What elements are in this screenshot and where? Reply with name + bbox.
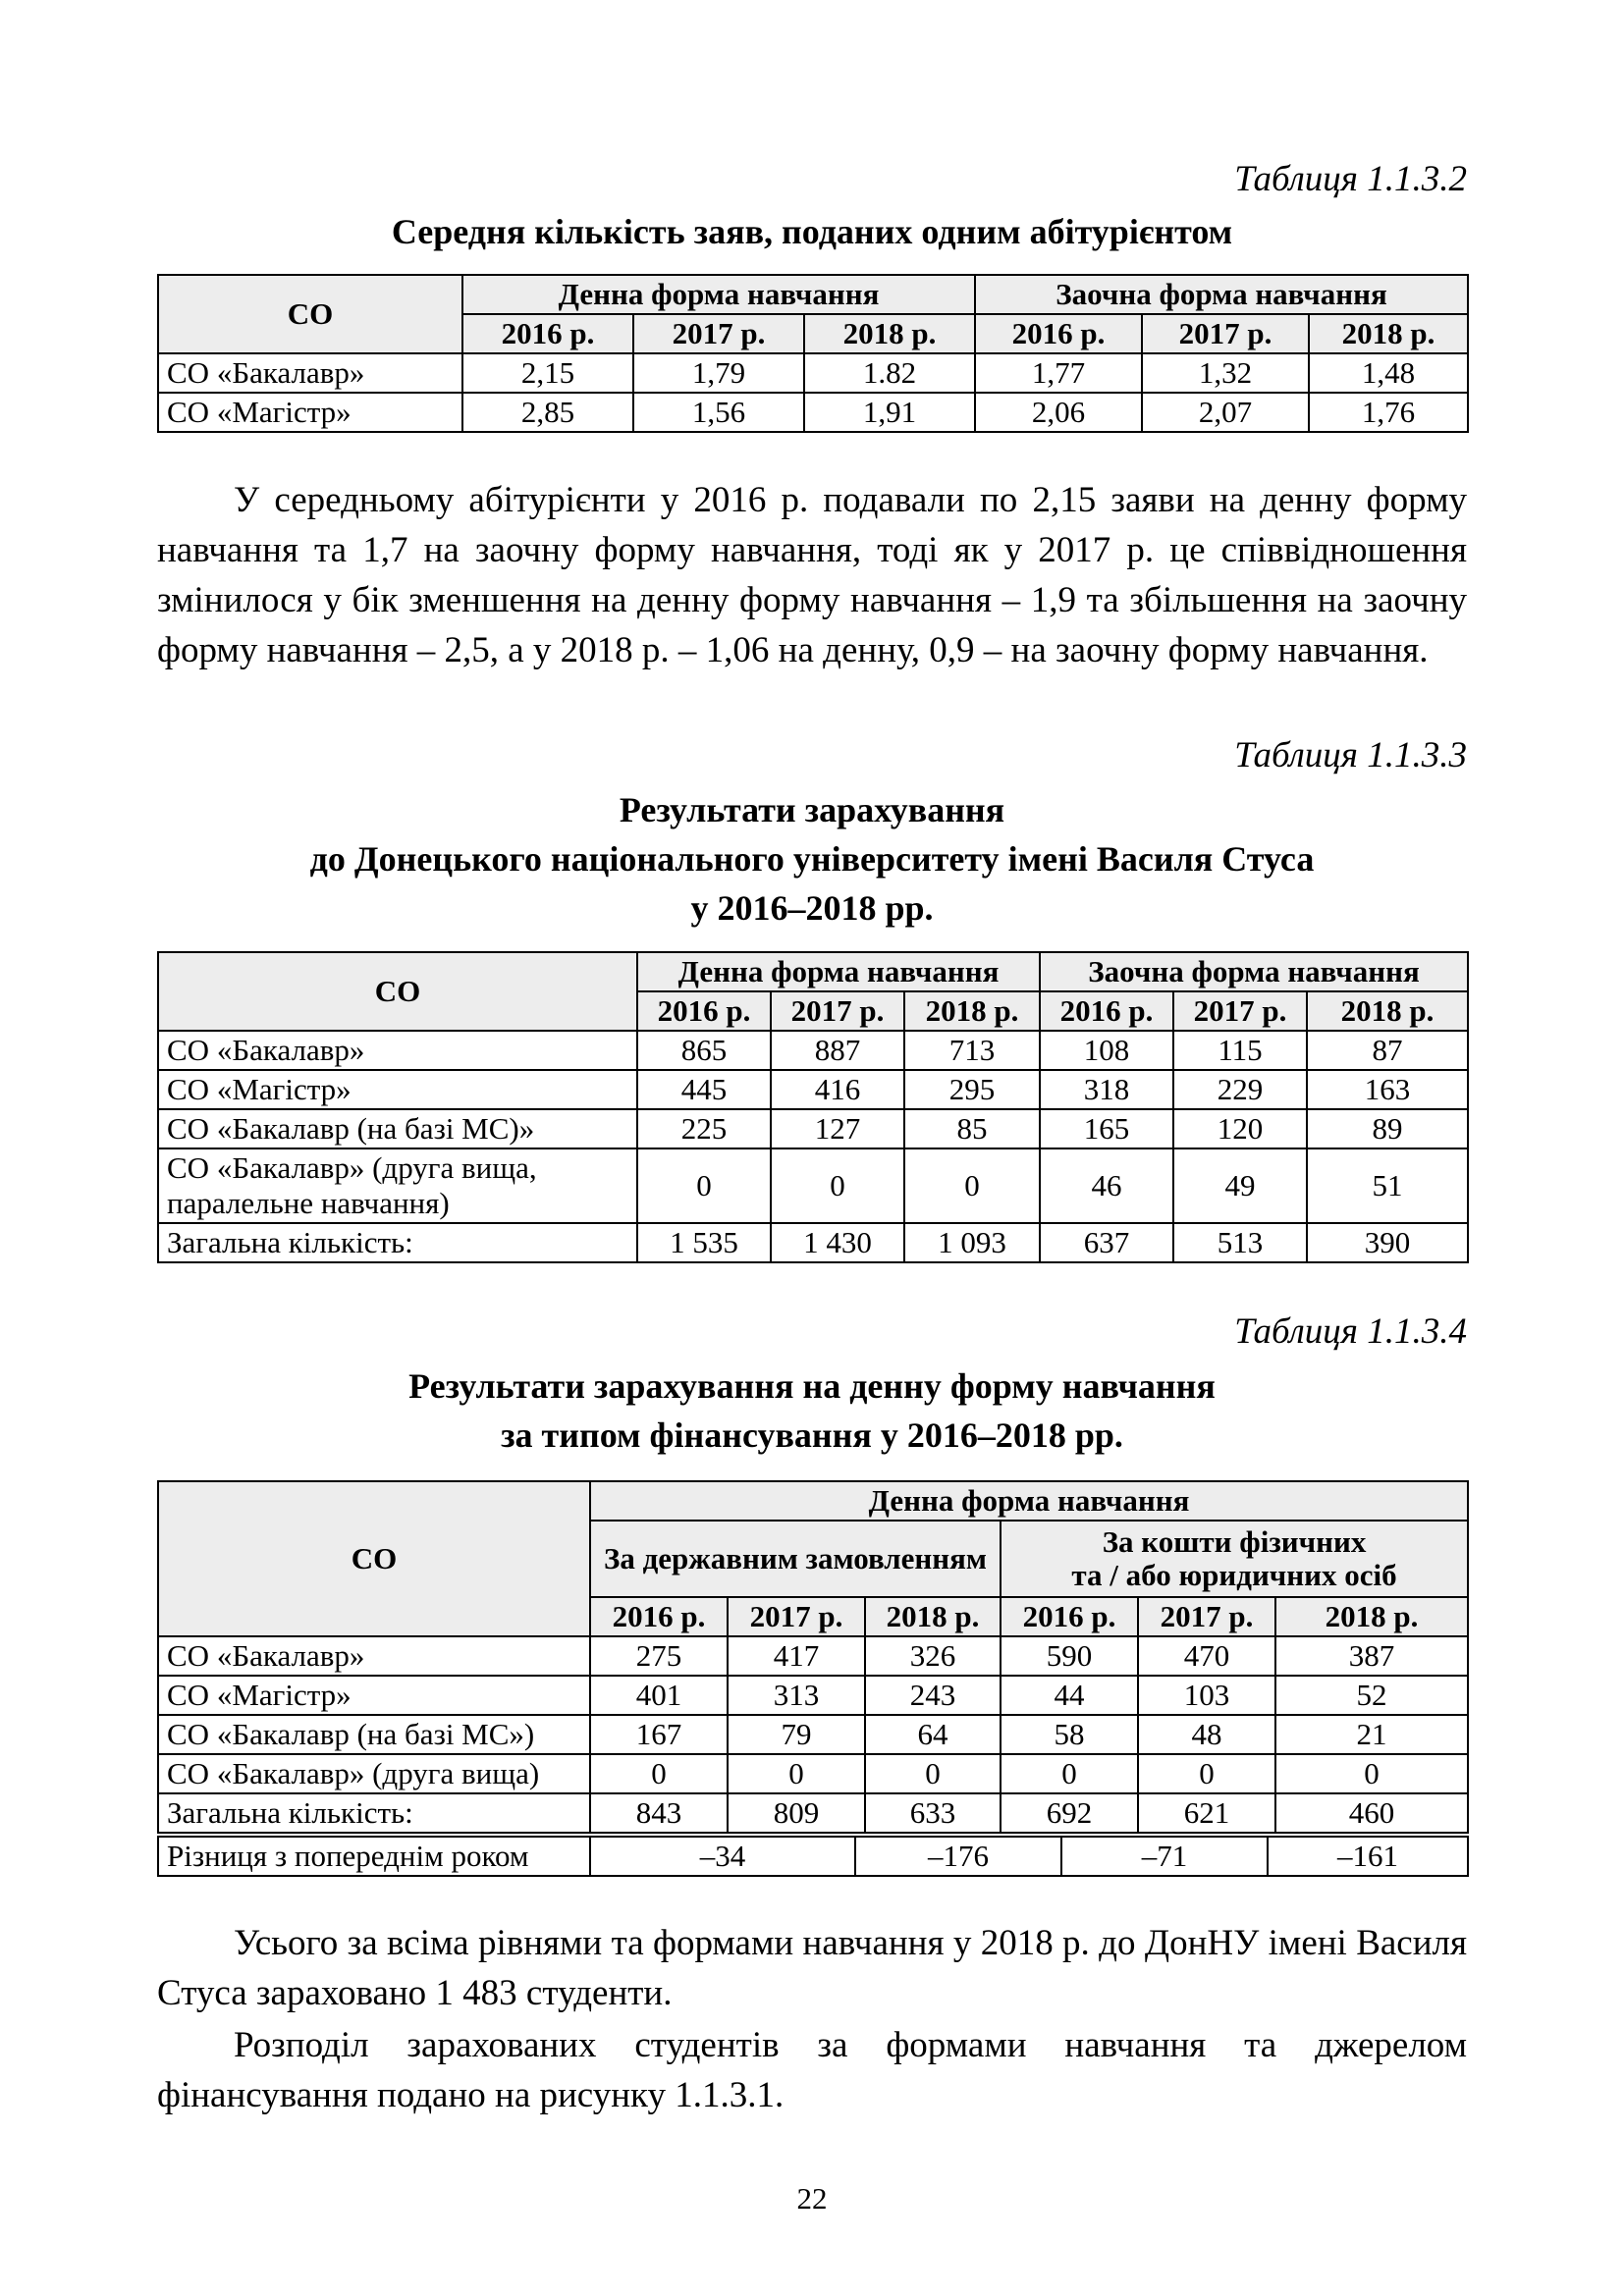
cell: 1,56 <box>633 393 804 432</box>
header-year: 2016 р. <box>975 314 1142 353</box>
cell: 1,32 <box>1142 353 1309 393</box>
cell: 1 535 <box>637 1223 771 1262</box>
cell: 1,76 <box>1309 393 1468 432</box>
cell: 89 <box>1307 1109 1468 1148</box>
cell: 460 <box>1275 1793 1468 1833</box>
cell: 390 <box>1307 1223 1468 1262</box>
header-year: 2017 р. <box>771 991 904 1031</box>
cell: 163 <box>1307 1070 1468 1109</box>
cell: 1 093 <box>904 1223 1040 1262</box>
header-year: 2016 р. <box>462 314 633 353</box>
table-title-line: до Донецького національного університету імені Василя Стуса <box>309 839 1315 879</box>
table-row <box>158 1148 1468 1223</box>
cell: 387 <box>1275 1636 1468 1676</box>
header-year: 2018 р. <box>865 1597 1001 1636</box>
table-title-line: у 2016–2018 рр. <box>690 888 934 928</box>
header-year: 2017 р. <box>1173 991 1307 1031</box>
cell: 1 430 <box>771 1223 904 1262</box>
table-row <box>158 1070 1468 1109</box>
header-year: 2017 р. <box>633 314 804 353</box>
paragraph-text: У середньому абітурієнти у 2016 р. подавали по 2,15 заяви на денну форму навчання та 1,7 на заочну форму навчання, тоді як у 2017 р. це співвідношення змінилося у бік зменшення на денну форму навчання – 1,9 та збільшення на заочну форму навчання – 2,5, а у 2018 р. – 1,06 на денну, 0,9 – на заочну форму навчання. <box>157 480 1467 670</box>
cell: 167 <box>590 1715 728 1754</box>
paragraph-text: Розподіл зарахованих студентів за формами навчання та джерелом фінансування подано на рисунку 1.1.3.1. <box>157 2025 1467 2115</box>
cell: 513 <box>1173 1223 1307 1262</box>
cell: 637 <box>1040 1223 1173 1262</box>
cell: 1,48 <box>1309 353 1468 393</box>
table-row <box>158 1715 1468 1754</box>
row-label: СО «Бакалавр» <box>158 1636 590 1676</box>
row-label: СО «Бакалавр» <box>158 353 462 393</box>
cell: 21 <box>1275 1715 1468 1754</box>
cell: 0 <box>637 1148 771 1223</box>
header-day-form: Денна форма навчання <box>637 952 1040 991</box>
table-row <box>158 1676 1468 1715</box>
cell: 79 <box>728 1715 865 1754</box>
header-line: та / або юридичних осіб <box>1071 1558 1397 1592</box>
cell: –161 <box>1268 1837 1468 1876</box>
header-year: 2018 р. <box>1275 1597 1468 1636</box>
cell: 275 <box>590 1636 728 1676</box>
header-year: 2018 р. <box>904 991 1040 1031</box>
header-so: СО <box>158 952 637 1031</box>
cell: 115 <box>1173 1031 1307 1070</box>
cell: 87 <box>1307 1031 1468 1070</box>
cell: 2,07 <box>1142 393 1309 432</box>
cell: 0 <box>1275 1754 1468 1793</box>
cell: 0 <box>865 1754 1001 1793</box>
header-year: 2016 р. <box>1001 1597 1138 1636</box>
cell: 590 <box>1001 1636 1138 1676</box>
cell: 48 <box>1138 1715 1275 1754</box>
row-label <box>158 1148 637 1223</box>
cell: 52 <box>1275 1676 1468 1715</box>
header-state-order: За державним замовленням <box>590 1521 1001 1597</box>
header-line: За кошти фізичних <box>1102 1524 1367 1559</box>
cell: 225 <box>637 1109 771 1148</box>
cell: 865 <box>637 1031 771 1070</box>
row-label: СО «Бакалавр» <box>158 1031 637 1070</box>
header-so: СО <box>158 1481 590 1636</box>
table-caption: Таблиця 1.1.3.4 <box>1234 1311 1467 1352</box>
cell: 127 <box>771 1109 904 1148</box>
cell: 1.82 <box>804 353 975 393</box>
cell: 887 <box>771 1031 904 1070</box>
cell: 621 <box>1138 1793 1275 1833</box>
cell: 445 <box>637 1070 771 1109</box>
cell: 49 <box>1173 1148 1307 1223</box>
body-paragraph <box>157 1918 1467 2018</box>
table-average-applications <box>157 274 1469 433</box>
header-day-form: Денна форма навчання <box>590 1481 1468 1521</box>
cell: 2,06 <box>975 393 1142 432</box>
paragraph-text: Усього за всіма рівнями та формами навчання у 2018 р. до ДонНУ імені Василя Стуса зараховано 1 483 студенти. <box>157 1923 1467 2013</box>
table-enrollment-results <box>157 951 1469 1263</box>
cell: 0 <box>1001 1754 1138 1793</box>
cell: 64 <box>865 1715 1001 1754</box>
cell: 0 <box>728 1754 865 1793</box>
cell: 1,91 <box>804 393 975 432</box>
header-year: 2018 р. <box>804 314 975 353</box>
row-label: Загальна кількість: <box>158 1223 637 1262</box>
cell: 58 <box>1001 1715 1138 1754</box>
header-extramural-form: Заочна форма навчання <box>1040 952 1468 991</box>
table-title-line: Результати зарахування <box>619 790 1005 829</box>
table-caption: Таблиця 1.1.3.2 <box>1234 159 1467 199</box>
cell: 713 <box>904 1031 1040 1070</box>
row-label: СО «Бакалавр (на базі МС)» <box>158 1109 637 1148</box>
cell: 1,77 <box>975 353 1142 393</box>
cell: 416 <box>771 1070 904 1109</box>
cell: –71 <box>1061 1837 1268 1876</box>
header-year: 2018 р. <box>1307 991 1468 1031</box>
cell: 809 <box>728 1793 865 1833</box>
table-row <box>158 353 1468 393</box>
cell: –176 <box>855 1837 1061 1876</box>
table-row <box>158 1636 1468 1676</box>
cell: 401 <box>590 1676 728 1715</box>
cell: 295 <box>904 1070 1040 1109</box>
body-paragraph <box>157 2020 1467 2120</box>
table-caption: Таблиця 1.1.3.3 <box>1234 735 1467 775</box>
table-enrollment-by-funding <box>157 1480 1469 1834</box>
cell: 0 <box>1138 1754 1275 1793</box>
cell: 85 <box>904 1109 1040 1148</box>
cell: 46 <box>1040 1148 1173 1223</box>
table-row <box>158 1031 1468 1070</box>
cell: 0 <box>590 1754 728 1793</box>
body-paragraph <box>157 475 1467 675</box>
row-label: Різниця з попереднім роком <box>158 1837 590 1876</box>
header-year: 2017 р. <box>1142 314 1309 353</box>
header-year: 2017 р. <box>728 1597 865 1636</box>
cell: 51 <box>1307 1148 1468 1223</box>
table-title: Середня кількість заяв, поданих одним абітурієнтом <box>391 212 1233 251</box>
cell: 120 <box>1173 1109 1307 1148</box>
row-label: Загальна кількість: <box>158 1793 590 1833</box>
header-year: 2016 р. <box>1040 991 1173 1031</box>
cell: 0 <box>771 1148 904 1223</box>
cell: 326 <box>865 1636 1001 1676</box>
cell: 417 <box>728 1636 865 1676</box>
table-title-line: за типом фінансування у 2016–2018 рр. <box>501 1415 1123 1455</box>
header-so: СО <box>158 275 462 353</box>
cell: 44 <box>1001 1676 1138 1715</box>
table-row <box>158 1754 1468 1793</box>
row-label-line: СО «Бакалавр» (друга вища, <box>167 1150 537 1185</box>
header-year: 2016 р. <box>590 1597 728 1636</box>
cell: –34 <box>590 1837 855 1876</box>
cell: 318 <box>1040 1070 1173 1109</box>
header-extramural-form: Заочна форма навчання <box>975 275 1468 314</box>
cell: 108 <box>1040 1031 1173 1070</box>
table-row <box>158 1793 1468 1833</box>
cell: 243 <box>865 1676 1001 1715</box>
table-difference-row <box>157 1836 1469 1877</box>
cell: 2,85 <box>462 393 633 432</box>
page-number: 22 <box>796 2181 828 2216</box>
cell: 313 <box>728 1676 865 1715</box>
cell: 0 <box>904 1148 1040 1223</box>
cell: 692 <box>1001 1793 1138 1833</box>
header-year: 2017 р. <box>1138 1597 1275 1636</box>
cell: 470 <box>1138 1636 1275 1676</box>
row-label: СО «Бакалавр (на базі МС») <box>158 1715 590 1754</box>
row-label: СО «Магістр» <box>158 393 462 432</box>
table-row <box>158 393 1468 432</box>
table-row <box>158 1109 1468 1148</box>
header-year: 2018 р. <box>1309 314 1468 353</box>
table-row <box>158 1837 1468 1876</box>
row-label: СО «Магістр» <box>158 1070 637 1109</box>
cell: 843 <box>590 1793 728 1833</box>
row-label: СО «Магістр» <box>158 1676 590 1715</box>
cell: 2,15 <box>462 353 633 393</box>
header-year: 2016 р. <box>637 991 771 1031</box>
cell: 103 <box>1138 1676 1275 1715</box>
cell: 1,79 <box>633 353 804 393</box>
table-row <box>158 1223 1468 1262</box>
header-day-form: Денна форма навчання <box>462 275 975 314</box>
row-label: СО «Бакалавр» (друга вища) <box>158 1754 590 1793</box>
cell: 229 <box>1173 1070 1307 1109</box>
header-private-funding <box>1001 1521 1468 1597</box>
row-label-line: паралельне навчання) <box>167 1186 450 1220</box>
cell: 633 <box>865 1793 1001 1833</box>
table-title-line: Результати зарахування на денну форму навчання <box>408 1366 1216 1406</box>
cell: 165 <box>1040 1109 1173 1148</box>
